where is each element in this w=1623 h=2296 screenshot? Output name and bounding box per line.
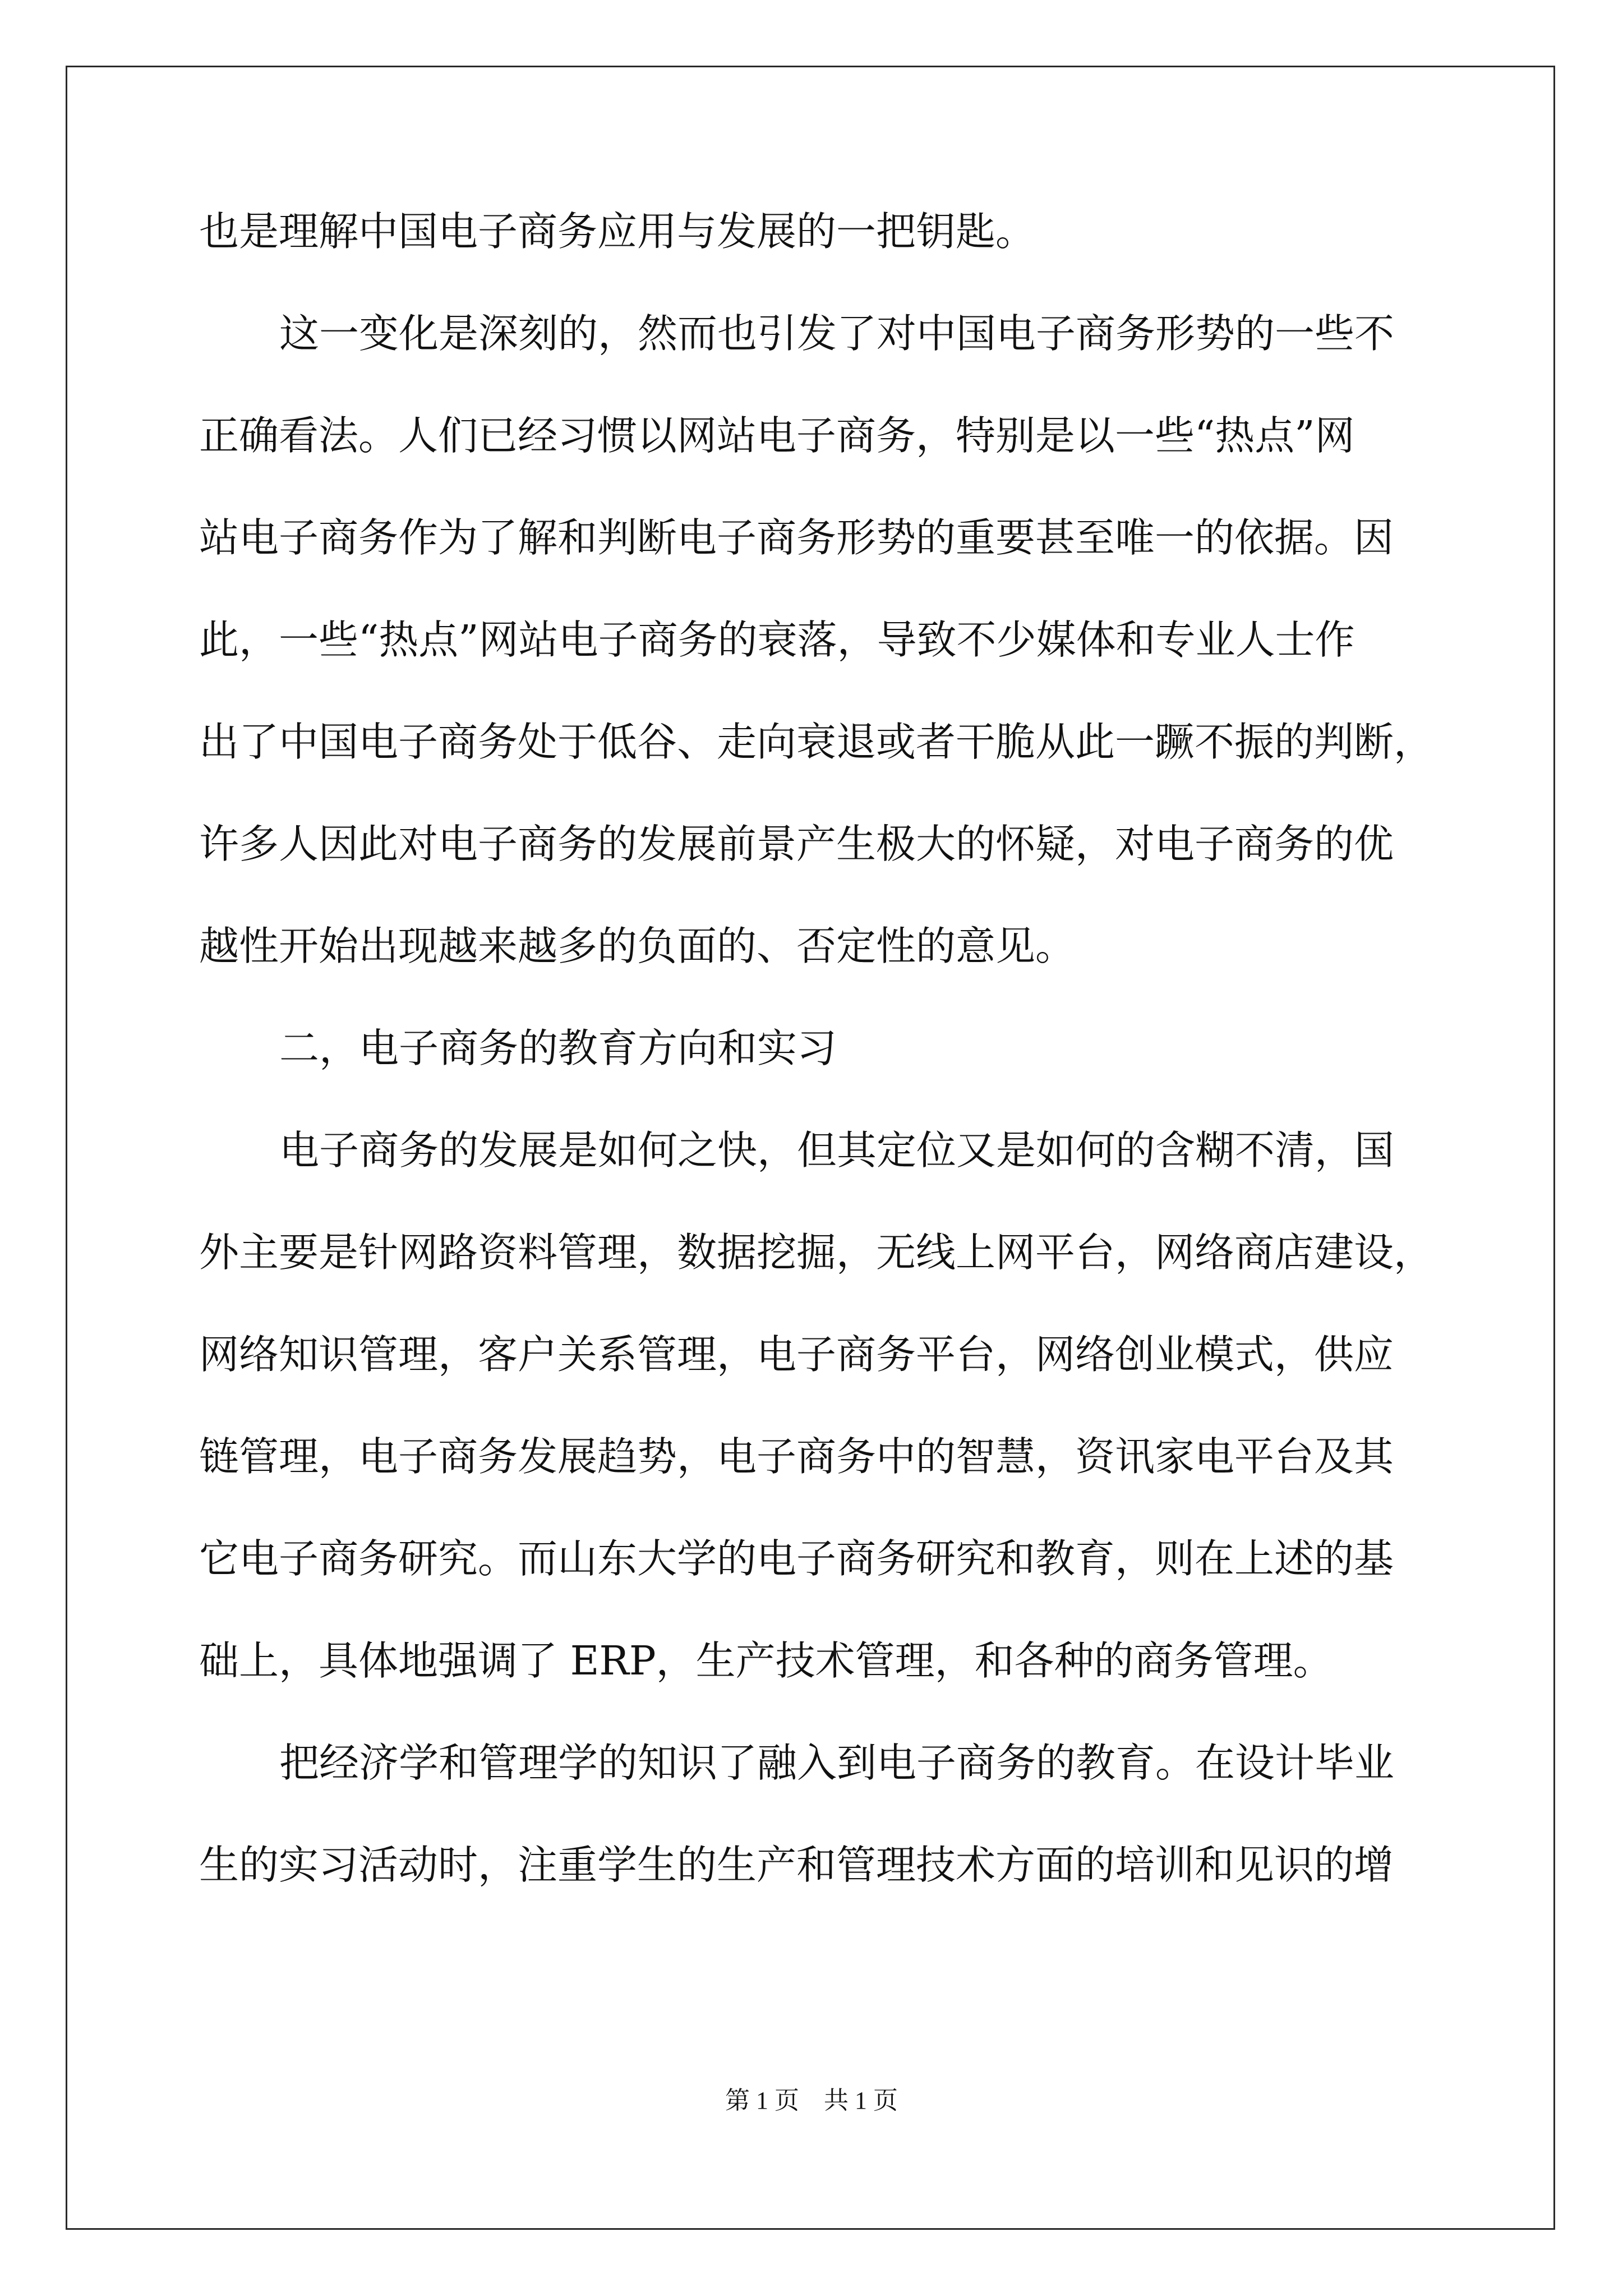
text-line: 网络知识管理，客户关系管理，电子商务平台，网络创业模式，供应 [199, 1331, 1394, 1378]
text-line: 链管理，电子商务发展趋势，电子商务中的智慧，资讯家电平台及其 [199, 1433, 1394, 1480]
text-line: 外主要是针网路资料管理，数据挖掘，无线上网平台，网络商店建设， [199, 1229, 1434, 1276]
paragraph-first-line: 把经济学和管理学的知识了融入到电子商务的教育。在设计毕业 [279, 1740, 1395, 1786]
text-line: 生的实习活动时，注重学生的生产和管理技术方面的培训和见识的增 [199, 1842, 1394, 1888]
text-line: 此，一些“热点”网站电子商务的衰落，导致不少媒体和专业人士作 [199, 616, 1355, 663]
page-number-footer: 第 1 页 共 1 页 [725, 2087, 898, 2114]
text-line: 正确看法。人们已经习惯以网站电子商务，特别是以一些“热点”网 [199, 412, 1355, 459]
text-line: 它电子商务研究。而山东大学的电子商务研究和教育，则在上述的基 [199, 1535, 1394, 1582]
text-line: 越性开始出现越来越多的负面的、否定性的意见。 [199, 923, 1076, 969]
paragraph-first-line: 电子商务的发展是如何之快，但其定位又是如何的含糊不清，国 [279, 1127, 1395, 1174]
section-heading: 二，电子商务的教育方向和实习 [279, 1025, 837, 1071]
text-line: 础上，具体地强调了 ERP，生产技术管理，和各种的商务管理。 [199, 1637, 1333, 1684]
text-line: 也是理解中国电子商务应用与发展的一把钥匙。 [199, 208, 1036, 255]
text-line: 出了中国电子商务处于低谷、走向衰退或者干脆从此一蹶不振的判断， [199, 719, 1434, 765]
paragraph-first-line: 这一变化是深刻的，然而也引发了对中国电子商务形势的一些不 [279, 310, 1395, 357]
text-line: 许多人因此对电子商务的发展前景产生极大的怀疑，对电子商务的优 [199, 821, 1394, 867]
text-line: 站电子商务作为了解和判断电子商务形势的重要甚至唯一的依据。因 [199, 514, 1394, 561]
